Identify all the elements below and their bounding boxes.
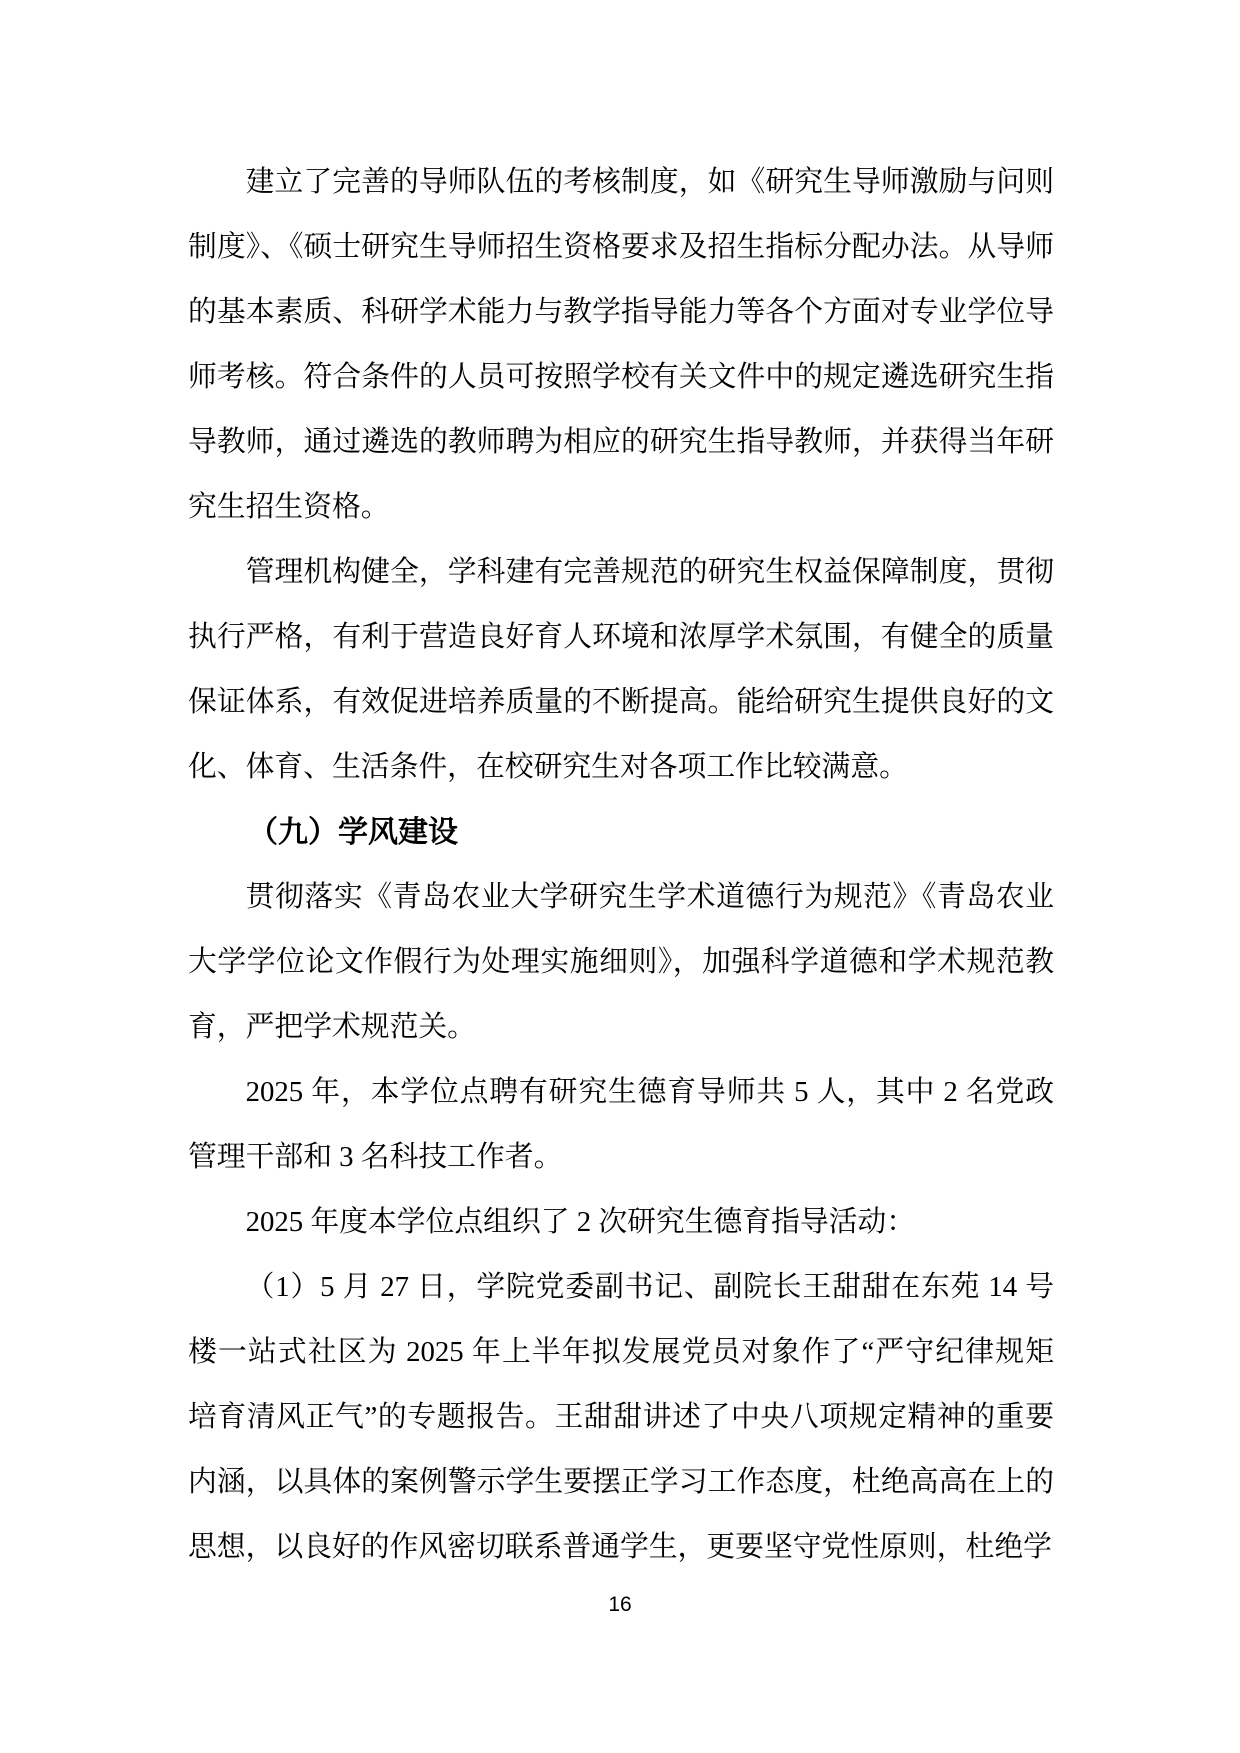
paragraph-mentor-assessment: 建立了完善的导师队伍的考核制度，如《研究生导师激励与问则制度》、《硕士研究生导师招生资格要求及招生指标分配办法。从导师的基本素质、科研学术能力与教学指导能力等各个方面对专业学位导师考核。符合条件的人员可按照学校有关文件中的规定遴选研究生指导教师，通过遴选的教师聘为相应的研究生指导教师，并获得当年研究生招生资格。 <box>188 166 1054 523</box>
paragraph-management-structure: 管理机构健全，学科建有完善规范的研究生权益保障制度，贯彻执行严格，有利于营造良好育人环境和浓厚学术氛围，有健全的质量保证体系，有效促进培养质量的不断提高。能给研究生提供良好的文化、体育、生活条件，在校研究生对各项工作比较满意。 <box>188 556 1054 783</box>
paragraph-activities-intro: 2025 年度本学位点组织了 2 次研究生德育指导活动： <box>245 1206 916 1238</box>
section-heading-study-style: （九）学风建设 <box>248 816 458 849</box>
paragraph-academic-ethics: 贯彻落实《青岛农业大学研究生学术道德行为规范》《青岛农业大学学位论文作假行为处理实施细则》，加强科学道德和学术规范教育，严把学术规范关。 <box>188 881 1054 1043</box>
paragraph-moral-mentors: 2025 年，本学位点聘有研究生德育导师共 5 人，其中 2 名党政管理干部和 3 名科技工作者。 <box>188 1076 1054 1173</box>
page-content <box>188 150 1054 1580</box>
page-number: 16 <box>608 1593 632 1616</box>
paragraph-activity-report: （1）5 月 27 日，学院党委副书记、副院长王甜甜在东苑 14 号楼一站式社区为 2025 年上半年拟发展党员对象作了“严守纪律规矩 培育清风正气”的专题报告。王甜甜讲述了中央八项规定精神的重要内涵，以具体的案例警示学生要摆正学习工作态度，杜绝高高在上的思想，以良好的作风密切联系普通学生，更要坚守党性原则，杜绝学 <box>188 1271 1054 1563</box>
